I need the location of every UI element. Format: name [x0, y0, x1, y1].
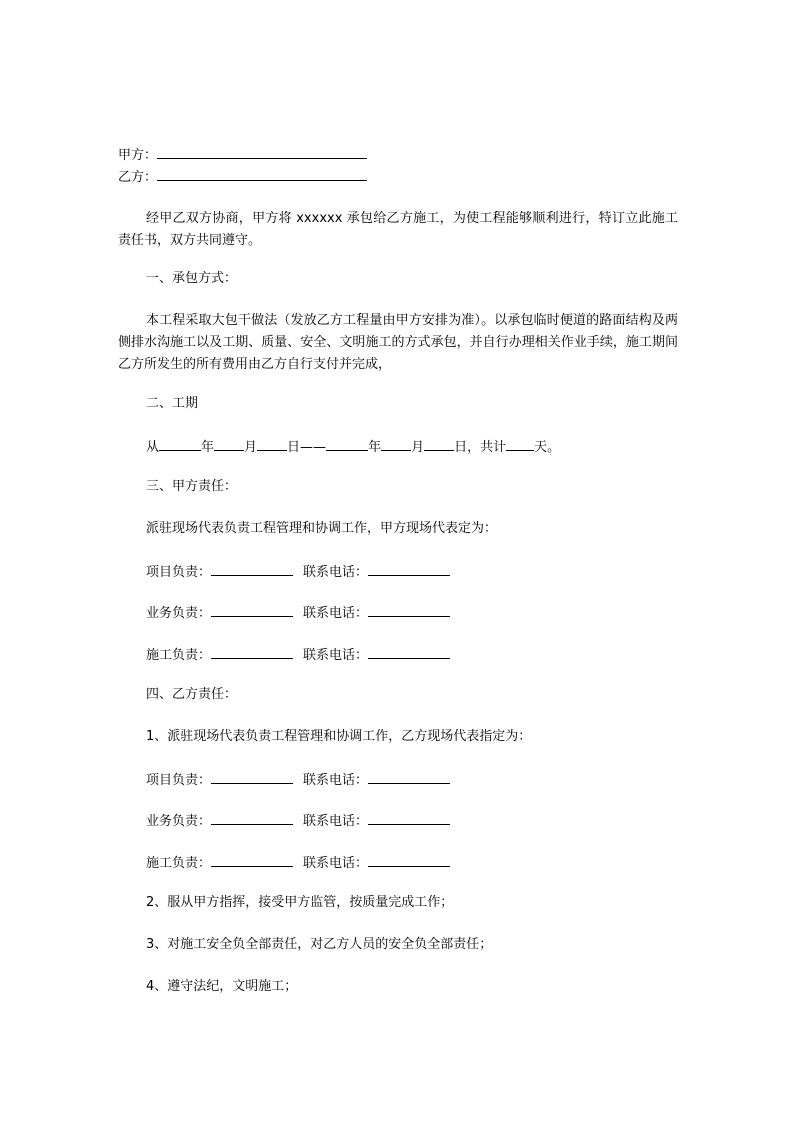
end-month-blank [381, 438, 411, 451]
intro-paragraph: 经甲乙双方协商，甲方将 xxxxxx 承包给乙方施工，为使工程能够顺利进行，特订立此施工责任书，双方共同遵守。 [118, 211, 678, 248]
party-b-contact-row [146, 812, 450, 830]
party-a-contact-row [146, 646, 450, 664]
contact-phone-label: 联系电话： [303, 856, 369, 871]
period-month-2: 月 [411, 440, 425, 455]
party-a-contact-row [146, 563, 450, 581]
end-year-blank [326, 438, 368, 451]
contact-role: 施工负责： [146, 856, 212, 871]
section3-heading: 三、甲方责任： [146, 479, 238, 494]
period-month: 月 [244, 440, 258, 455]
contact-phone-label: 联系电话： [303, 565, 369, 580]
party-b-label: 乙方： [118, 170, 158, 185]
phone-blank [368, 604, 450, 617]
section4-item4: 4、遵守法纪，文明施工； [146, 979, 298, 994]
end-day-blank [424, 438, 454, 451]
section4-item1: 1、派驻现场代表负责工程管理和协调工作，乙方现场代表指定为： [146, 729, 532, 744]
contact-role: 项目负责： [146, 565, 212, 580]
party-b-blank [157, 168, 367, 181]
contact-role: 业务负责： [146, 606, 212, 621]
party-a-line [118, 146, 367, 164]
phone-blank [368, 812, 450, 825]
contact-phone-label: 联系电话： [303, 648, 369, 663]
period-from: 从 [146, 440, 160, 455]
start-year-blank [159, 438, 201, 451]
period-days-end: 天。 [534, 440, 561, 455]
phone-blank [368, 771, 450, 784]
section4-item3: 3、对施工安全负全部责任，对乙方人员的安全负全部责任； [146, 937, 493, 952]
party-b-contact-row [146, 854, 450, 872]
contact-role: 业务负责： [146, 814, 212, 829]
period-year: 年 [201, 440, 215, 455]
contact-phone-label: 联系电话： [303, 606, 369, 621]
party-a-contact-row [146, 604, 450, 622]
phone-blank [368, 854, 450, 867]
start-day-blank [257, 438, 287, 451]
contact-phone-label: 联系电话： [303, 814, 369, 829]
name-blank [211, 646, 293, 659]
period-line [146, 438, 560, 456]
contact-role: 施工负责： [146, 648, 212, 663]
section2-heading: 二、工期 [146, 396, 199, 411]
name-blank [211, 771, 293, 784]
party-a-label: 甲方： [118, 148, 158, 163]
section4-item2: 2、服从甲方指挥，接受甲方监管，按质量完成工作； [146, 895, 454, 910]
party-b-contact-row [146, 771, 450, 789]
period-day-total: 日，共计 [454, 440, 507, 455]
section1-body: 本工程采取大包干做法（发放乙方工程量由甲方安排为准）。以承包临时便道的路面结构及两侧排水沟施工以及工期、质量、安全、文明施工的方式承包，并自行办理相关作业手续，施工期间乙方所发生的所有费用由乙方自行支付并完成， [118, 313, 678, 372]
party-a-blank [157, 146, 367, 159]
party-b-line [118, 168, 367, 186]
name-blank [211, 812, 293, 825]
section4-heading: 四、乙方责任： [146, 687, 238, 702]
section1-heading: 一、承包方式： [146, 271, 238, 286]
start-month-blank [214, 438, 244, 451]
period-year-2: 年 [368, 440, 382, 455]
phone-blank [368, 563, 450, 576]
period-day-dash: 日—— [287, 440, 327, 455]
total-days-blank [506, 438, 534, 451]
name-blank [211, 854, 293, 867]
section3-intro: 派驻现场代表负责工程管理和协调工作，甲方现场代表定为： [146, 521, 498, 536]
phone-blank [368, 646, 450, 659]
name-blank [211, 604, 293, 617]
contact-phone-label: 联系电话： [303, 773, 369, 788]
name-blank [211, 563, 293, 576]
contact-role: 项目负责： [146, 773, 212, 788]
